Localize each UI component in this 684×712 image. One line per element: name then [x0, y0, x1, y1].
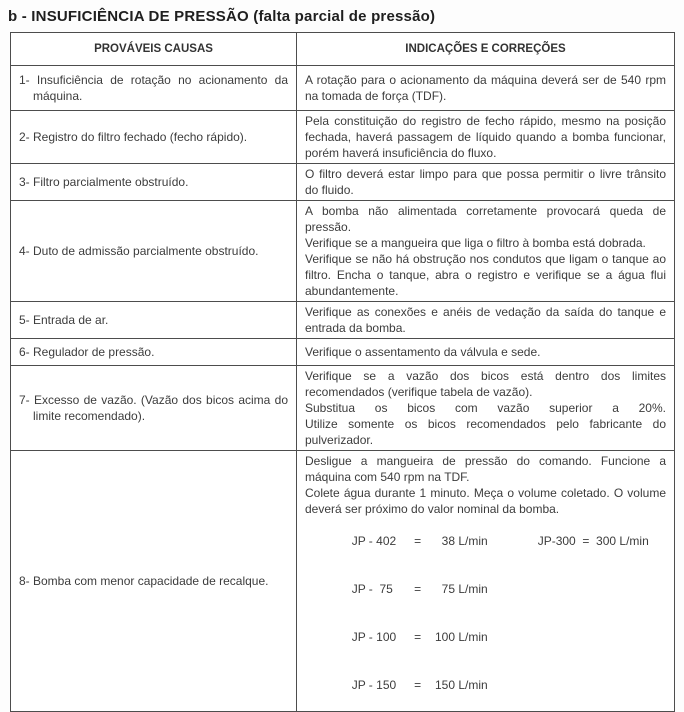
equals-sign: = [414, 630, 422, 644]
indication-cell [297, 66, 675, 111]
table-row [11, 111, 675, 164]
pump-flow-line [305, 517, 666, 565]
equals-sign: = [414, 582, 422, 596]
indication-cell [297, 366, 675, 451]
cause-cell [11, 302, 297, 339]
cause-cell [11, 164, 297, 201]
equals-sign: = [414, 678, 422, 692]
pump-flow-line [305, 565, 666, 613]
indication-paragraph: Verifique se não há obstrução nos condutos que ligam o tanque ao filtro. Encha o tanque, abra o registro e verifique se a água flui abundantemente. [305, 252, 666, 298]
cause-text: 8- Bomba com menor capacidade de recalque. [19, 574, 269, 588]
indication-cell [297, 164, 675, 201]
pump-model: JP - 150 [351, 678, 397, 692]
indication-paragraph: Desligue a mangueira de pressão do comando. Funcione a máquina com 540 rpm na TDF. [305, 454, 666, 484]
pump-flow-value: 100 L/min [434, 630, 488, 644]
cause-text: 7- Excesso de vazão. (Vazão dos bicos acima do limite recomendado). [19, 393, 288, 423]
indication-paragraph: Verifique se a mangueira que liga o filtro à bomba está dobrada. [305, 236, 646, 250]
pump-flow-table [305, 517, 666, 709]
indication-cell [297, 111, 675, 164]
cause-cell [11, 66, 297, 111]
pump-flow-value: 75 L/min [441, 582, 488, 596]
table-row [11, 201, 675, 302]
table-row [11, 164, 675, 201]
pump-flow-value: 38 L/min [441, 534, 488, 548]
pump-flow-extra: JP-300 = 300 L/min [537, 534, 649, 548]
section-title: b - INSUFICIÊNCIA DE PRESSÃO (falta parcial de pressão) [8, 8, 436, 25]
indication-paragraph: Utilize somente os bicos recomendados pelo fabricante do pulverizador. [305, 417, 666, 447]
table-row [11, 366, 675, 451]
indication-paragraph: Pela constituição do registro de fecho rápido, mesmo na posição fechada, haverá passagem de líquido quando a bomba funcionar, porém haverá insuficiência do fluxo. [305, 114, 666, 160]
indication-paragraph: A rotação para o acionamento da máquina deverá ser de 540 rpm na tomada de força (TDF). [305, 73, 666, 103]
indication-cell [297, 339, 675, 366]
indication-paragraph: Verifique se a vazão dos bicos está dentro dos limites recomendados (verifique tabela de vazão). [305, 369, 666, 399]
header-indications: INDICAÇÕES E CORREÇÕES [297, 33, 675, 66]
indication-cell [297, 302, 675, 339]
cause-text: 2- Registro do filtro fechado (fecho rápido). [19, 130, 248, 144]
cause-cell [11, 339, 297, 366]
pump-flow-line [305, 661, 666, 709]
equals-sign: = [414, 534, 422, 548]
indication-paragraph: Substitua os bicos com vazão superior a 20%. [305, 401, 666, 415]
table-row [11, 66, 675, 111]
table-row [11, 339, 675, 366]
cause-cell [11, 201, 297, 302]
table-header-row [11, 33, 675, 66]
pump-flow-value: 150 L/min [434, 678, 488, 692]
cause-text: 5- Entrada de ar. [19, 313, 109, 327]
indication-paragraph: Verifique o assentamento da válvula e sede. [305, 345, 541, 359]
cause-text: 1- Insuficiência de rotação no acionamento da máquina. [19, 73, 288, 103]
cause-text: 6- Regulador de pressão. [19, 345, 155, 359]
pump-model: JP - 402 [351, 534, 397, 548]
indication-paragraph: Colete água durante 1 minuto. Meça o volume coletado. O volume deverá ser próximo do valor nominal da bomba. [305, 486, 666, 516]
cause-cell [11, 111, 297, 164]
pump-model: JP - 75 [351, 582, 393, 596]
table-row [11, 302, 675, 339]
header-causes: PROVÁVEIS CAUSAS [11, 33, 297, 66]
pump-flow-line [305, 613, 666, 661]
table-row [11, 451, 675, 712]
indication-cell [297, 451, 675, 712]
indication-paragraph: A bomba não alimentada corretamente provocará queda de pressão. [305, 204, 666, 234]
cause-text: 4- Duto de admissão parcialmente obstruído. [19, 244, 259, 258]
cause-cell [11, 366, 297, 451]
cause-cell [11, 451, 297, 712]
troubleshooting-table [10, 32, 675, 712]
indication-paragraph: O filtro deverá estar limpo para que possa permitir o livre trânsito do fluido. [305, 167, 666, 197]
indication-cell [297, 201, 675, 302]
indication-paragraph: Verifique as conexões e anéis de vedação da saída do tanque e entrada da bomba. [305, 305, 666, 335]
pump-model: JP - 100 [351, 630, 397, 644]
cause-text: 3- Filtro parcialmente obstruído. [19, 175, 189, 189]
